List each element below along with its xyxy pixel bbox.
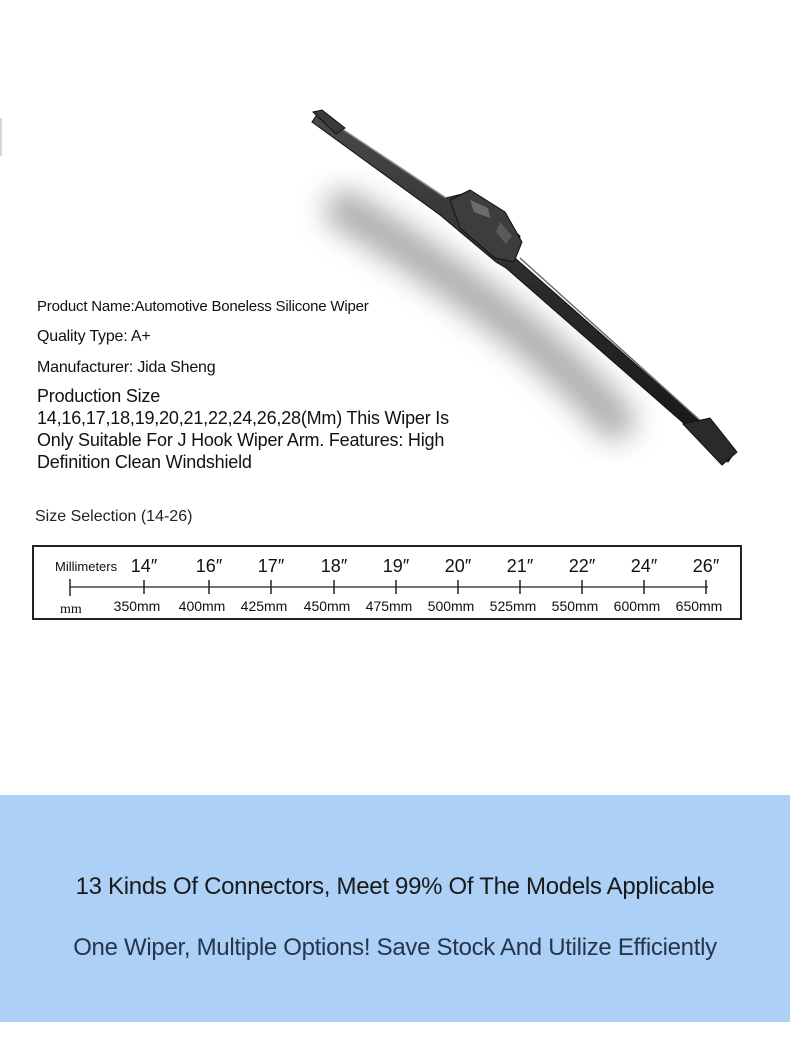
inch-label: 24″ — [630, 556, 658, 576]
info-banner — [0, 795, 790, 1022]
production-size — [37, 385, 507, 473]
inch-label: 26″ — [692, 556, 720, 576]
production-line: 14,16,17,18,19,20,21,22,24,26,28(Mm) This Wiper Is — [37, 408, 449, 428]
inch-label: 19″ — [382, 556, 410, 576]
mm-label: 400mm — [178, 598, 226, 614]
mm-label: 550mm — [551, 598, 599, 614]
inch-label: 16″ — [195, 556, 223, 576]
unit-abbr: mm — [60, 602, 82, 617]
inch-label: 21″ — [506, 556, 534, 576]
mm-label: 350mm — [113, 598, 161, 614]
inch-label: 18″ — [320, 556, 348, 576]
inch-label: 17″ — [257, 556, 285, 576]
production-line: Only Suitable For J Hook Wiper Arm. Features: High — [37, 430, 445, 450]
size-selection-title: Size Selection (14-26) — [35, 508, 193, 525]
mm-label: 600mm — [613, 598, 661, 614]
size-ruler — [32, 545, 742, 620]
banner-line-options: One Wiper, Multiple Options! Save Stock And Utilize Efficiently — [73, 934, 717, 961]
production-line: Definition Clean Windshield — [37, 452, 252, 472]
inch-label: 22″ — [568, 556, 596, 576]
inch-label: 14″ — [130, 556, 158, 576]
production-line: Production Size — [37, 386, 161, 406]
product-name: Product Name:Automotive Boneless Silicone Wiper — [37, 298, 369, 315]
mm-label: 425mm — [240, 598, 288, 614]
inch-label: 20″ — [444, 556, 472, 576]
ruler-graphic — [34, 547, 740, 618]
mm-label: 650mm — [675, 598, 723, 614]
banner-line-connectors: 13 Kinds Of Connectors, Meet 99% Of The Models Applicable — [75, 873, 715, 900]
mm-label: 500mm — [427, 598, 475, 614]
quality-type: Quality Type: A+ — [37, 328, 151, 345]
mm-label: 475mm — [365, 598, 413, 614]
mm-label: 450mm — [303, 598, 351, 614]
unit-label: Millimeters — [55, 559, 118, 574]
bottom-strip — [0, 1022, 790, 1048]
mm-label: 525mm — [489, 598, 537, 614]
manufacturer: Manufacturer: Jida Sheng — [37, 359, 216, 376]
